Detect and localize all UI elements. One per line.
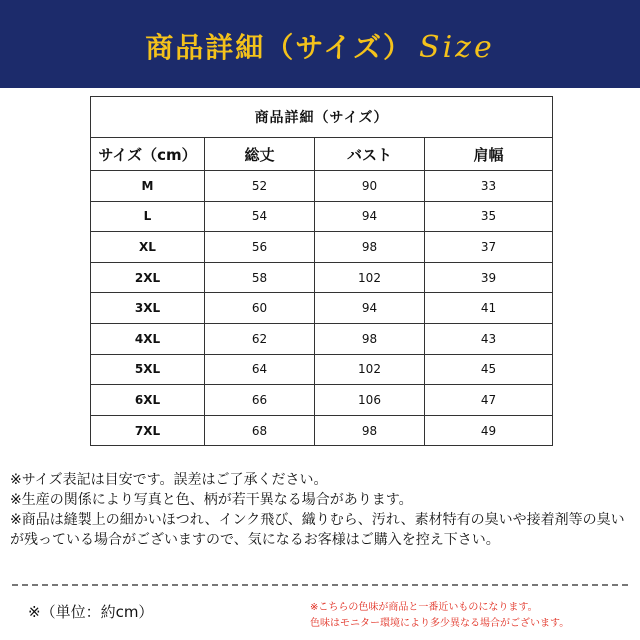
table-row — [91, 232, 553, 263]
note-sewing-disclaimer: ※商品は縫製上の細かいほつれ、インク飛び、織りむら、汚れ、素材特有の臭いや接着剤等の臭いが残っている場合がございますので、気になるお客様はご購入を控え下さい。 — [10, 512, 625, 548]
bust-value: 106 — [315, 385, 425, 416]
table-row — [91, 201, 553, 232]
size-label: 2XL — [91, 262, 205, 293]
shoulder-value: 37 — [425, 232, 553, 263]
length-value: 54 — [205, 201, 315, 232]
table-row — [91, 415, 553, 446]
shoulder-value: 35 — [425, 201, 553, 232]
table-row — [91, 385, 553, 416]
header-banner — [0, 0, 640, 88]
bust-value: 98 — [315, 323, 425, 354]
color-note-line-2: 色味はモニター環境により多少異なる場合がございます。 — [310, 618, 570, 629]
length-value: 56 — [205, 232, 315, 263]
banner-title — [0, 26, 640, 66]
bust-value: 98 — [315, 232, 425, 263]
shoulder-value: 39 — [425, 262, 553, 293]
table-row — [91, 171, 553, 202]
column-header-size: サイズ（cm） — [91, 138, 205, 171]
table-caption: 商品詳細（サイズ） — [91, 97, 553, 138]
bust-value: 90 — [315, 171, 425, 202]
length-value: 68 — [205, 415, 315, 446]
length-value: 64 — [205, 354, 315, 385]
shoulder-value: 33 — [425, 171, 553, 202]
table-header-row — [91, 138, 553, 171]
notes-block — [10, 470, 635, 550]
bust-value: 94 — [315, 293, 425, 324]
size-label: 5XL — [91, 354, 205, 385]
bust-value: 102 — [315, 262, 425, 293]
color-note — [310, 600, 636, 632]
note-size-disclaimer: ※サイズ表記は目安です。誤差はご了承ください。 — [10, 472, 328, 488]
unit-note: ※（単位：約cm） — [28, 603, 154, 621]
length-value: 58 — [205, 262, 315, 293]
column-header-length: 総丈 — [205, 138, 315, 171]
table-row — [91, 293, 553, 324]
column-header-shoulder: 肩幅 — [425, 138, 553, 171]
size-label: L — [91, 201, 205, 232]
color-note-line-1: ※こちらの色味が商品と一番近いものになります。 — [310, 602, 538, 613]
note-color-disclaimer: ※生産の関係により写真と色、柄が若干異なる場合があります。 — [10, 492, 413, 508]
size-label: M — [91, 171, 205, 202]
shoulder-value: 41 — [425, 293, 553, 324]
length-value: 60 — [205, 293, 315, 324]
shoulder-value: 49 — [425, 415, 553, 446]
bust-value: 102 — [315, 354, 425, 385]
dashed-divider — [12, 584, 628, 586]
banner-title-text: 商品詳細（サイズ） — [145, 31, 414, 64]
size-label: 3XL — [91, 293, 205, 324]
shoulder-value: 45 — [425, 354, 553, 385]
shoulder-value: 43 — [425, 323, 553, 354]
size-label: 6XL — [91, 385, 205, 416]
length-value: 52 — [205, 171, 315, 202]
size-table — [90, 96, 553, 446]
bust-value: 98 — [315, 415, 425, 446]
shoulder-value: 47 — [425, 385, 553, 416]
length-value: 62 — [205, 323, 315, 354]
size-label: 4XL — [91, 323, 205, 354]
column-header-bust: バスト — [315, 138, 425, 171]
table-row — [91, 354, 553, 385]
size-label: 7XL — [91, 415, 205, 446]
length-value: 66 — [205, 385, 315, 416]
table-row — [91, 262, 553, 293]
bust-value: 94 — [315, 201, 425, 232]
size-label: XL — [91, 232, 205, 263]
table-row — [91, 323, 553, 354]
banner-title-script: Size — [419, 30, 495, 65]
